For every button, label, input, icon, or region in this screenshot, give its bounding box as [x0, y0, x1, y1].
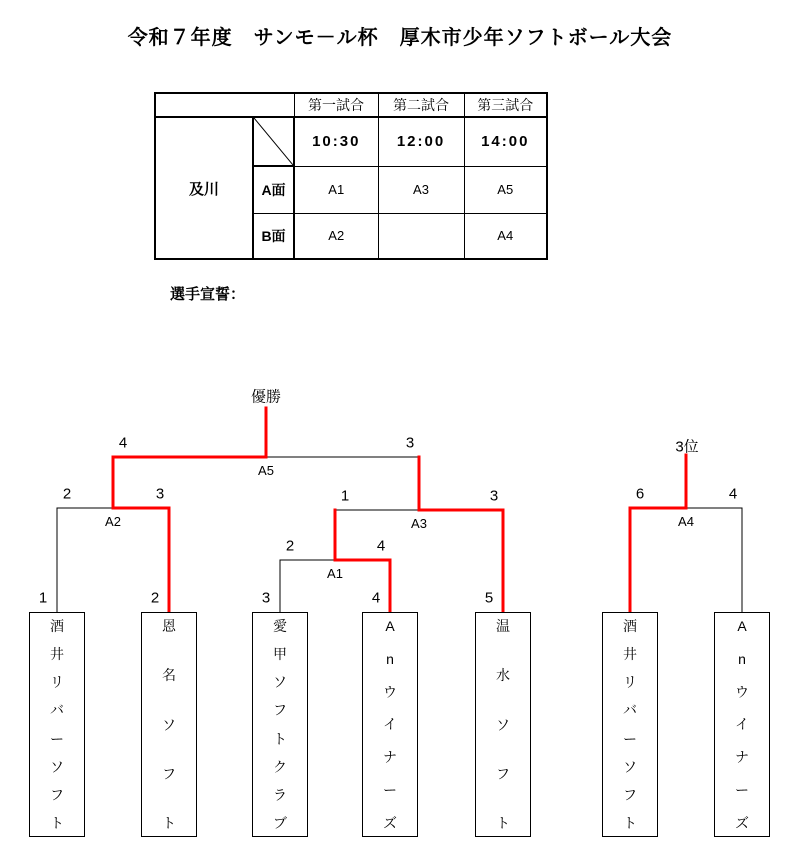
team-name-char: 酒	[50, 618, 64, 634]
team-name-char: ト	[496, 815, 510, 831]
team-name-char: ク	[273, 758, 287, 775]
team-name-char: イ	[383, 716, 397, 733]
team-name-char: リ	[50, 674, 64, 691]
team-name-char: ト	[162, 815, 176, 831]
match-header-cell: 第一試合	[294, 93, 378, 117]
team-name-char: n	[386, 650, 394, 667]
team-name-char: ウ	[735, 683, 749, 700]
team-name-char: リ	[623, 674, 637, 691]
team-name-char: フ	[496, 765, 510, 782]
tournament-title: 令和７年度 サンモ－ル杯 厚木市少年ソフトボール大会	[127, 27, 673, 49]
team-box	[714, 612, 770, 837]
team-name-char: 温	[496, 618, 510, 634]
team-seed: 1	[38, 589, 48, 607]
match-A5-right-score: 3	[405, 434, 415, 452]
team-name-char: ソ	[623, 758, 637, 775]
team-name-char: 名	[162, 667, 176, 684]
match-label-A2: A2	[105, 514, 121, 529]
team-name-char: A	[385, 618, 395, 634]
match-A3-left-score: 1	[340, 487, 350, 505]
team-name-char: ト	[50, 814, 64, 831]
team-name-char: ソ	[162, 716, 176, 733]
venue-cell: 及川	[155, 117, 253, 259]
match-A5-left-score: 4	[118, 434, 128, 452]
match-label-A5: A5	[258, 463, 274, 478]
match-code-cell: A4	[464, 213, 547, 259]
time-cell: 10:30	[294, 117, 378, 166]
team-name-char: n	[738, 650, 746, 667]
match-A2-left-score: 2	[62, 485, 72, 503]
team-name-char: フ	[273, 702, 287, 719]
team-name-char: ト	[273, 730, 287, 747]
team-name-char: 甲	[273, 646, 287, 663]
team-name-char: ブ	[273, 814, 287, 831]
match-code-cell: A5	[464, 166, 547, 213]
team-box	[362, 612, 418, 837]
third-place-label: 3位	[675, 438, 699, 456]
team-name-char: ズ	[383, 814, 397, 831]
team-name-char: バ	[623, 702, 637, 719]
match-header-cell: 第二試合	[378, 93, 464, 117]
team-box	[29, 612, 85, 837]
team-name-char: ト	[623, 814, 637, 831]
match-header-cell: 第三試合	[464, 93, 547, 117]
team-seed: 2	[150, 589, 160, 607]
team-box	[602, 612, 658, 837]
team-name-char: ー	[623, 730, 637, 747]
team-name-char: フ	[623, 786, 637, 803]
match-A2-right-score: 3	[155, 485, 165, 503]
team-name-char: ナ	[735, 749, 749, 766]
team-name-char: ー	[50, 730, 64, 747]
match-code-cell: A2	[294, 213, 378, 259]
team-name-char: 酒	[623, 618, 637, 634]
team-name-char: ー	[383, 782, 397, 799]
team-name-char: ズ	[735, 814, 749, 831]
team-name-char: 井	[50, 646, 64, 663]
match-A1-right-score: 4	[376, 537, 386, 555]
match-A3-right-score: 3	[489, 487, 499, 505]
face-b-label-cell: B面	[253, 213, 294, 259]
match-code-cell: A3	[378, 166, 464, 213]
team-name-char: イ	[735, 716, 749, 733]
team-name-char: 水	[496, 667, 510, 684]
match-A4-left-score: 6	[635, 485, 645, 503]
oath-label: 選手宣誓：	[170, 286, 246, 303]
team-name-char: 井	[623, 646, 637, 663]
team-name-char: 愛	[273, 618, 287, 634]
team-name-char: A	[737, 618, 747, 634]
team-box	[475, 612, 531, 837]
team-name-char: ラ	[273, 786, 287, 803]
team-name-char: フ	[50, 786, 64, 803]
time-cell: 14:00	[464, 117, 547, 166]
team-name-char: ソ	[496, 716, 510, 733]
champion-label: 優勝	[250, 388, 282, 406]
match-label-A4: A4	[678, 514, 694, 529]
team-name-char: ソ	[273, 674, 287, 691]
team-box	[252, 612, 308, 837]
team-seed: 3	[261, 589, 271, 607]
team-seed: 4	[371, 589, 381, 607]
match-A4-right-score: 4	[728, 485, 738, 503]
team-name-char: ナ	[383, 749, 397, 766]
team-name-char: フ	[162, 765, 176, 782]
match-code-cell: A1	[294, 166, 378, 213]
time-cell: 12:00	[378, 117, 464, 166]
team-name-char: バ	[50, 702, 64, 719]
match-label-A1: A1	[327, 566, 343, 581]
face-a-label-cell: A面	[253, 166, 294, 213]
team-name-char: 恩	[162, 618, 176, 634]
team-seed: 5	[484, 589, 494, 607]
team-name-char: ー	[735, 782, 749, 799]
team-name-char: ウ	[383, 683, 397, 700]
match-A1-left-score: 2	[285, 537, 295, 555]
match-label-A3: A3	[411, 516, 427, 531]
team-name-char: ソ	[50, 758, 64, 775]
team-box	[141, 612, 197, 837]
